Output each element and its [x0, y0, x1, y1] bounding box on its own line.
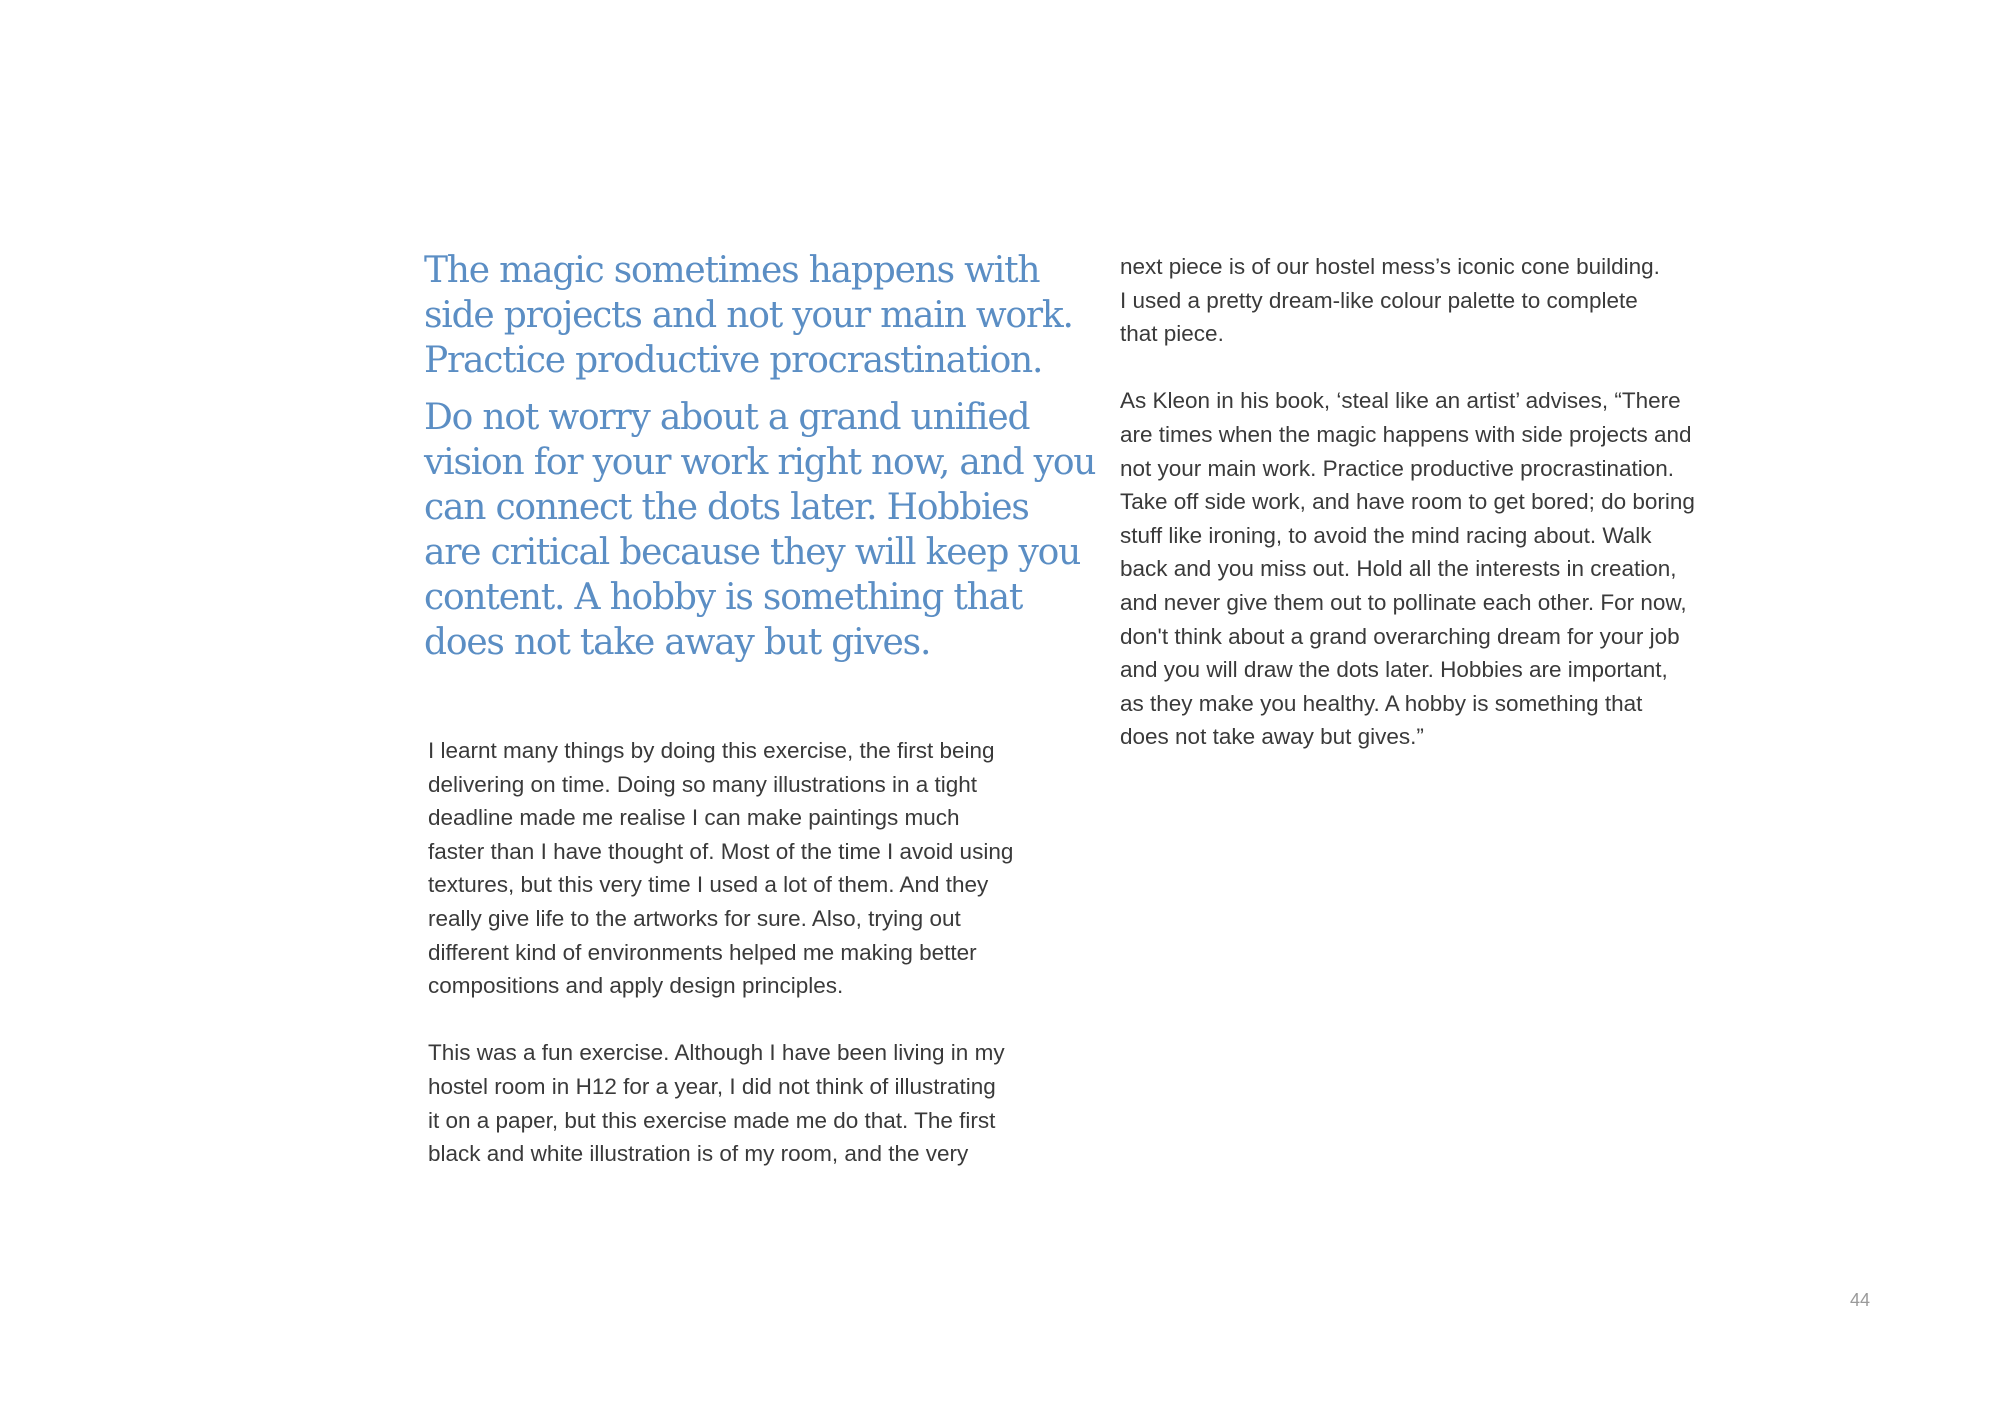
body-line: not your main work. Practice productive procrastination. — [1120, 455, 1674, 481]
body-line: delivering on time. Doing so many illustrations in a tight — [428, 771, 978, 797]
body-line: as they make you healthy. A hobby is something that — [1120, 690, 1643, 716]
body-line: it on a paper, but this exercise made me do that. The first — [428, 1107, 996, 1133]
pull-quote-line: Practice productive procrastination. — [424, 340, 1043, 381]
pull-quote-line: does not take away but gives. — [424, 622, 931, 663]
right-paragraph-2 — [1120, 384, 1760, 754]
pull-quote-line: vision for your work right now, and you — [424, 442, 1096, 483]
body-line: compositions and apply design principles. — [428, 973, 844, 999]
right-paragraph-1 — [1120, 250, 1760, 351]
body-line: and never give them out to pollinate each other. For now, — [1120, 589, 1687, 615]
pull-quote-line: content. A hobby is something that — [424, 577, 1023, 618]
pull-quote-paragraph-2 — [424, 395, 1096, 665]
pull-quote-line: can connect the dots later. Hobbies — [424, 487, 1029, 528]
body-line: I learnt many things by doing this exercise, the first being — [428, 738, 995, 763]
pull-quote-line: are critical because they will keep you — [424, 532, 1081, 573]
body-line: don't think about a grand overarching dream for your job — [1120, 623, 1680, 649]
pull-quote-line: Do not worry about a grand unified — [424, 397, 1030, 438]
body-line: Take off side work, and have room to get bored; do boring — [1120, 489, 1695, 515]
pull-quote-line: The magic sometimes happens with — [424, 250, 1040, 291]
body-line: and you will draw the dots later. Hobbies are important, — [1120, 657, 1668, 683]
body-line: textures, but this very time I used a lot of them. And they — [428, 872, 989, 898]
pull-quote-line: side projects and not your main work. — [424, 295, 1073, 336]
body-line: next piece is of our hostel mess’s iconic cone building. — [1120, 254, 1660, 279]
left-paragraph-2 — [428, 1036, 1068, 1170]
body-line: hostel room in H12 for a year, I did not think of illustrating — [428, 1073, 996, 1099]
body-line: faster than I have thought of. Most of the time I avoid using — [428, 838, 1014, 864]
body-line: stuff like ironing, to avoid the mind racing about. Walk — [1120, 522, 1652, 548]
body-line: As Kleon in his book, ‘steal like an artist’ advises, “There — [1120, 388, 1681, 414]
body-line: deadline made me realise I can make paintings much — [428, 805, 960, 831]
body-line: are times when the magic happens with side projects and — [1120, 421, 1692, 447]
left-column-body — [428, 734, 1068, 1204]
body-line: different kind of environments helped me making better — [428, 939, 977, 965]
body-line: I used a pretty dream-like colour palette to complete — [1120, 287, 1638, 313]
left-paragraph-1 — [428, 734, 1068, 1003]
body-line: back and you miss out. Hold all the interests in creation, — [1120, 556, 1677, 582]
pull-quote — [424, 248, 1096, 677]
pull-quote-paragraph-1 — [424, 248, 1074, 383]
body-line: that piece. — [1120, 321, 1224, 347]
body-line: really give life to the artworks for sure. Also, trying out — [428, 905, 961, 931]
body-line: does not take away but gives.” — [1120, 724, 1424, 750]
right-column-body — [1120, 250, 1760, 788]
page-number: 44 — [1849, 1290, 1870, 1310]
body-line: This was a fun exercise. Although I have been living in my — [428, 1040, 1005, 1066]
body-line: black and white illustration is of my room, and the very — [428, 1141, 969, 1167]
